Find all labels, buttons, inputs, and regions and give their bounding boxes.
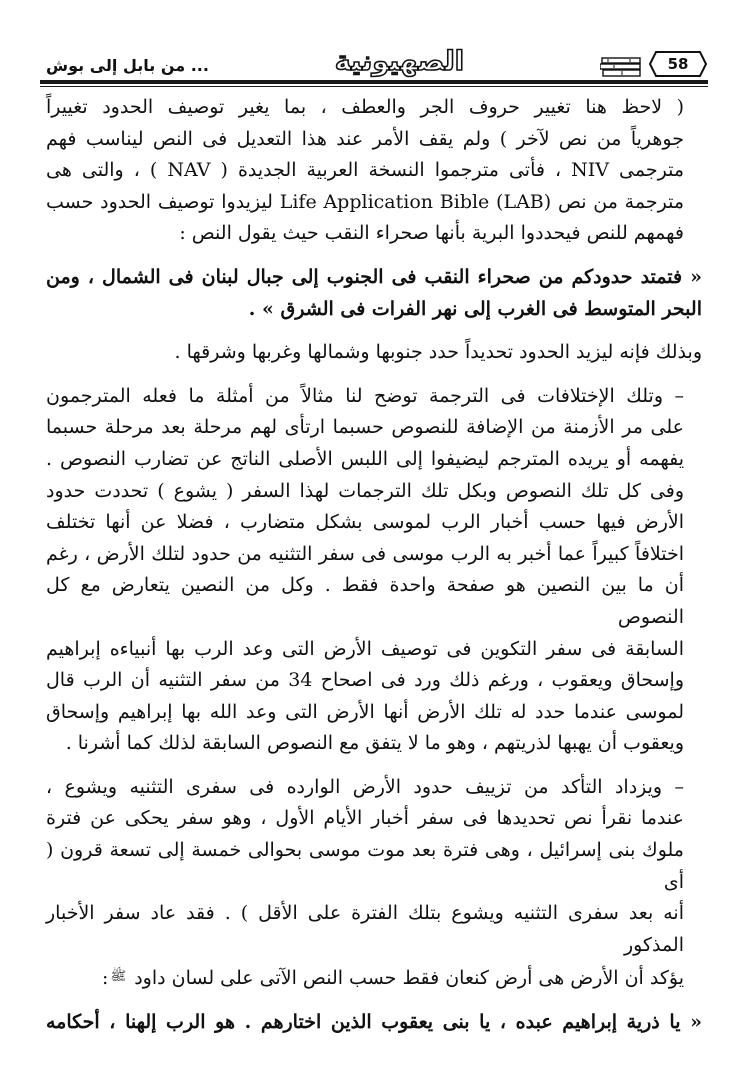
header-rule bbox=[40, 80, 708, 84]
header-rule-thin bbox=[40, 86, 708, 87]
quote-block-borders bbox=[46, 262, 702, 325]
quote-line: البحر المتوسط فى الغرب إلى نهر الفرات فى الشرق » . bbox=[248, 297, 702, 320]
paragraph-translation-note bbox=[46, 92, 702, 250]
text-line: – وتلك الإختلافات فى الترجمة توضح لنا مثالاً من أمثلة ما فعله المترجمون bbox=[46, 384, 684, 407]
page-number-badge bbox=[648, 50, 708, 78]
text-line: – ويزداد التأكد من تزييف حدود الأرض الوارده فى سفرى التثنيه ويشوع ، bbox=[46, 775, 684, 798]
text-line: ويعقوب أن يهبها لذريتهم ، وهو ما لا يتفق مع النصوص السابقة لذلك كما أشرنا . bbox=[65, 732, 684, 755]
running-header bbox=[40, 44, 708, 88]
text-line: اختلافاً كبيراً عما أخبر به الرب موسى فى سفر التثنيه من حدود لتلك الأرض ، رغم bbox=[46, 542, 685, 565]
paragraph-translation-differences bbox=[46, 381, 702, 760]
book-title: الصهيونية bbox=[334, 46, 464, 77]
text-line: مترجمى NIV ، فأتى مترجموا النسخة العربية الجديدة ( NAV ) ، والتى هى bbox=[46, 159, 684, 182]
text-line: على مر الأزمنة من الإضافة للنصوص حسبما ارتأى لهم مرحلة بعد مرحلة حسبما bbox=[46, 416, 684, 439]
page-body bbox=[46, 92, 702, 1039]
page-number: 58 bbox=[667, 55, 689, 73]
paragraph-boundaries bbox=[46, 337, 702, 369]
text-line: جوهرياً من نص لآخر ) ولم يقف الأمر عند هذا التعديل فى النص ليناسب فهم bbox=[46, 127, 684, 150]
paragraph-chronicles bbox=[46, 772, 702, 995]
text-line bbox=[46, 961, 684, 995]
trailing-colon: : bbox=[102, 967, 109, 990]
text-line: فهمهم للنص فيحددوا البرية بأنها صحراء النقب حيث يقول النص : bbox=[179, 222, 684, 245]
text-line: ملوك بنى إسرائيل ، وهى فترة بعد موت موسى بحوالى خمسة إلى تسعة قرون ( أى bbox=[46, 839, 684, 893]
text-line: لموسى عندما حدد له تلك الأرض أنها الأرض التى وعد الله بها إبراهيم وإسحاق bbox=[46, 700, 684, 723]
book-subtitle: ... من بابل إلى بوش bbox=[46, 56, 209, 75]
quote-line: « فتمتد حدودكم من صحراء النقب فى الجنوب إلى جبال لبنان فى الشمال ، ومن bbox=[46, 265, 702, 288]
text-line: عندما نقرأ نص تحديدها فى سفر أخبار الأيام الأول ، وهو سفر يحكى عن فترة bbox=[46, 807, 684, 830]
text-line: السابقة فى سفر التكوين فى توصيف الأرض التى وعد الرب بها أنبياءه إبراهيم bbox=[46, 637, 684, 660]
honorific-symbol: ﷺ bbox=[110, 969, 127, 985]
text-line: يفهمه أو يريده المترجم ليضيفوا إلى اللبس الأصلى الناتج عن تضارب النصوص . bbox=[46, 447, 684, 470]
text-line: وفى كل تلك النصوص وبكل تلك الترجمات لهذا السفر ( يشوع ) تحددت حدود bbox=[46, 479, 684, 502]
quote-line: « يا ذرية إبراهيم عبده ، يا بنى يعقوب الذين اختارهم . هو الرب إلهنا ، أحكامه bbox=[46, 1011, 702, 1034]
books-stack-icon bbox=[600, 56, 642, 78]
text-line: مترجمة من نص Life Application Bible (LAB) ليزيدوا توصيف الحدود حسب bbox=[46, 190, 684, 213]
text-line: أن ما بين النصين هو صفحة واحدة فقط . وكل من النصين يتعارض مع كل النصوص bbox=[46, 574, 684, 628]
text-line: الأرض فيها حسب أخبار الرب لموسى بشكل متضارب ، فضلا عن أنها تختلف bbox=[46, 511, 684, 534]
text-line: ( لاحظ هنا تغيير حروف الجر والعطف ، بما يغير توصيف الحدود تغييراً bbox=[46, 96, 684, 118]
text-line-content: يؤكد أن الأرض هى أرض كنعان فقط حسب النص الآتى على لسان داود bbox=[134, 967, 684, 990]
text-line: أنه بعد سفرى التثنيه ويشوع بتلك الفترة على الأقل ) . فقد عاد سفر الأخبار المذكور bbox=[46, 902, 684, 956]
text-line: وإسحاق ويعقوب ، ورغم ذلك ورد فى اصحاح 34 من سفر التثنيه أن الرب قال bbox=[46, 669, 684, 692]
quote-block-chronicles bbox=[46, 1007, 702, 1039]
text-line: وبذلك فإنه ليزيد الحدود تحديداً حدد جنوبها وشمالها وغربها وشرقها . bbox=[174, 341, 702, 364]
